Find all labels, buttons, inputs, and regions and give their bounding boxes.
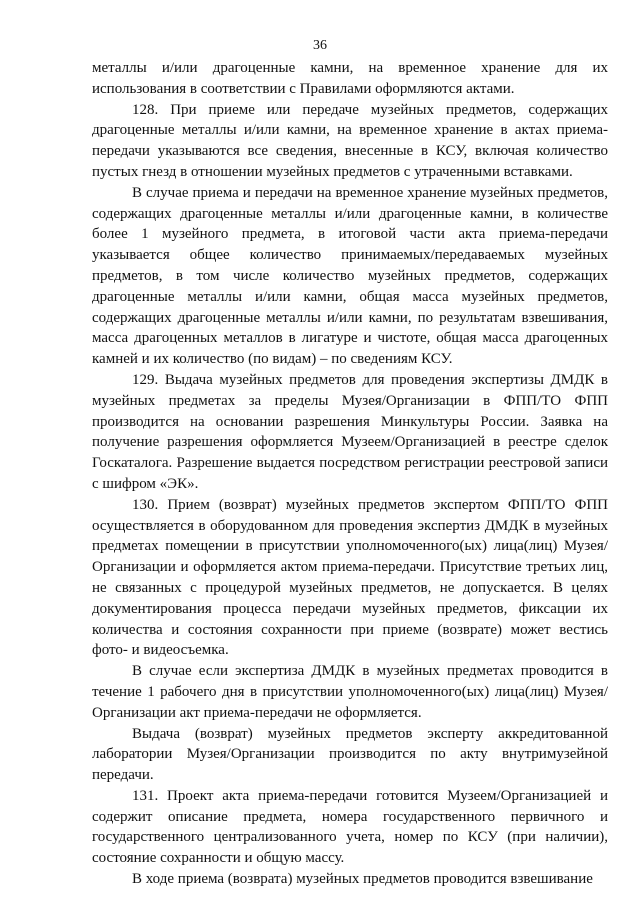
- document-body: [92, 58, 608, 890]
- paragraph: металлы и/или драгоценные камни, на временное хранение для их использования в соответствии с Правилами оформляются актами.: [92, 60, 608, 97]
- paragraph: 128. При приеме или передаче музейных предметов, содержащих драгоценные металлы и/или камни, на временное хранение в актах приема-передачи указываются все сведения, внесенные в КСУ, включая количество пустых гнезд в отношении музейных предметов с утраченными вставками.: [92, 101, 608, 180]
- paragraph: Выдача (возврат) музейных предметов эксперту аккредитованной лаборатории Музея/Организации производится по акту внутримузейной передачи.: [92, 725, 608, 784]
- paragraph: В случае если экспертиза ДМДК в музейных предметах проводится в течение 1 рабочего дня в присутствии уполномоченного(ых) лица(лиц) Музея/Организации акт приема-передачи не оформляется.: [92, 663, 608, 721]
- paragraph: 130. Прием (возврат) музейных предметов экспертом ФПП/ТО ФПП осуществляется в оборудованном для проведения экспертиз ДМДК в музейных предметах помещении в присутствии уполномоченного(ых) лица(лиц) Музея/Организации и оформляется актом приема-передачи. Присутствие третьих лиц, не связанных с процедурой музейных предметов, не допускается. В целях документирования процесса передачи музейных предметов, фиксации их количества и состояния сохранности при приеме (возврате) может вестись фото- и видеосъемка.: [92, 496, 608, 659]
- paragraph: В ходе приема (возврата) музейных предметов проводится взвешивание: [132, 871, 593, 888]
- paragraph: В случае приема и передачи на временное хранение музейных предметов, содержащих драгоценные металлы и/или драгоценные камни, в количестве более 1 музейного предмета, в итоговой части акта приема-передачи указывается общее количество принимаемых/передаваемых музейных предметов, в том числе количество музейных предметов, содержащих драгоценные металлы и/или камни, общая масса музейных предметов, содержащих драгоценные металлы и/или камни, по результатам взвешивания, масса драгоценных металлов в лигатуре и чистоте, общая масса драгоценных камней и их количество (по видам) – по сведениям КСУ.: [92, 184, 608, 368]
- paragraph: 131. Проект акта приема-передачи готовится Музеем/Организацией и содержит описание предмета, номера государственного первичного и государственного централизованного учета, номер по КСУ (при наличии), состояние сохранности и общую массу.: [92, 787, 608, 867]
- page-number: 36: [313, 38, 327, 53]
- paragraph: 129. Выдача музейных предметов для проведения экспертизы ДМДК в музейных предметах за пределы Музея/Организации в ФПП/ТО ФПП производится на основании разрешения Минкультуры России. Заявка на получение разрешения оформляется Музеем/Организацией в реестре сделок Госкаталога. Разрешение выдается посредством регистрации реестровой записи с шифром «ЭК».: [92, 371, 608, 492]
